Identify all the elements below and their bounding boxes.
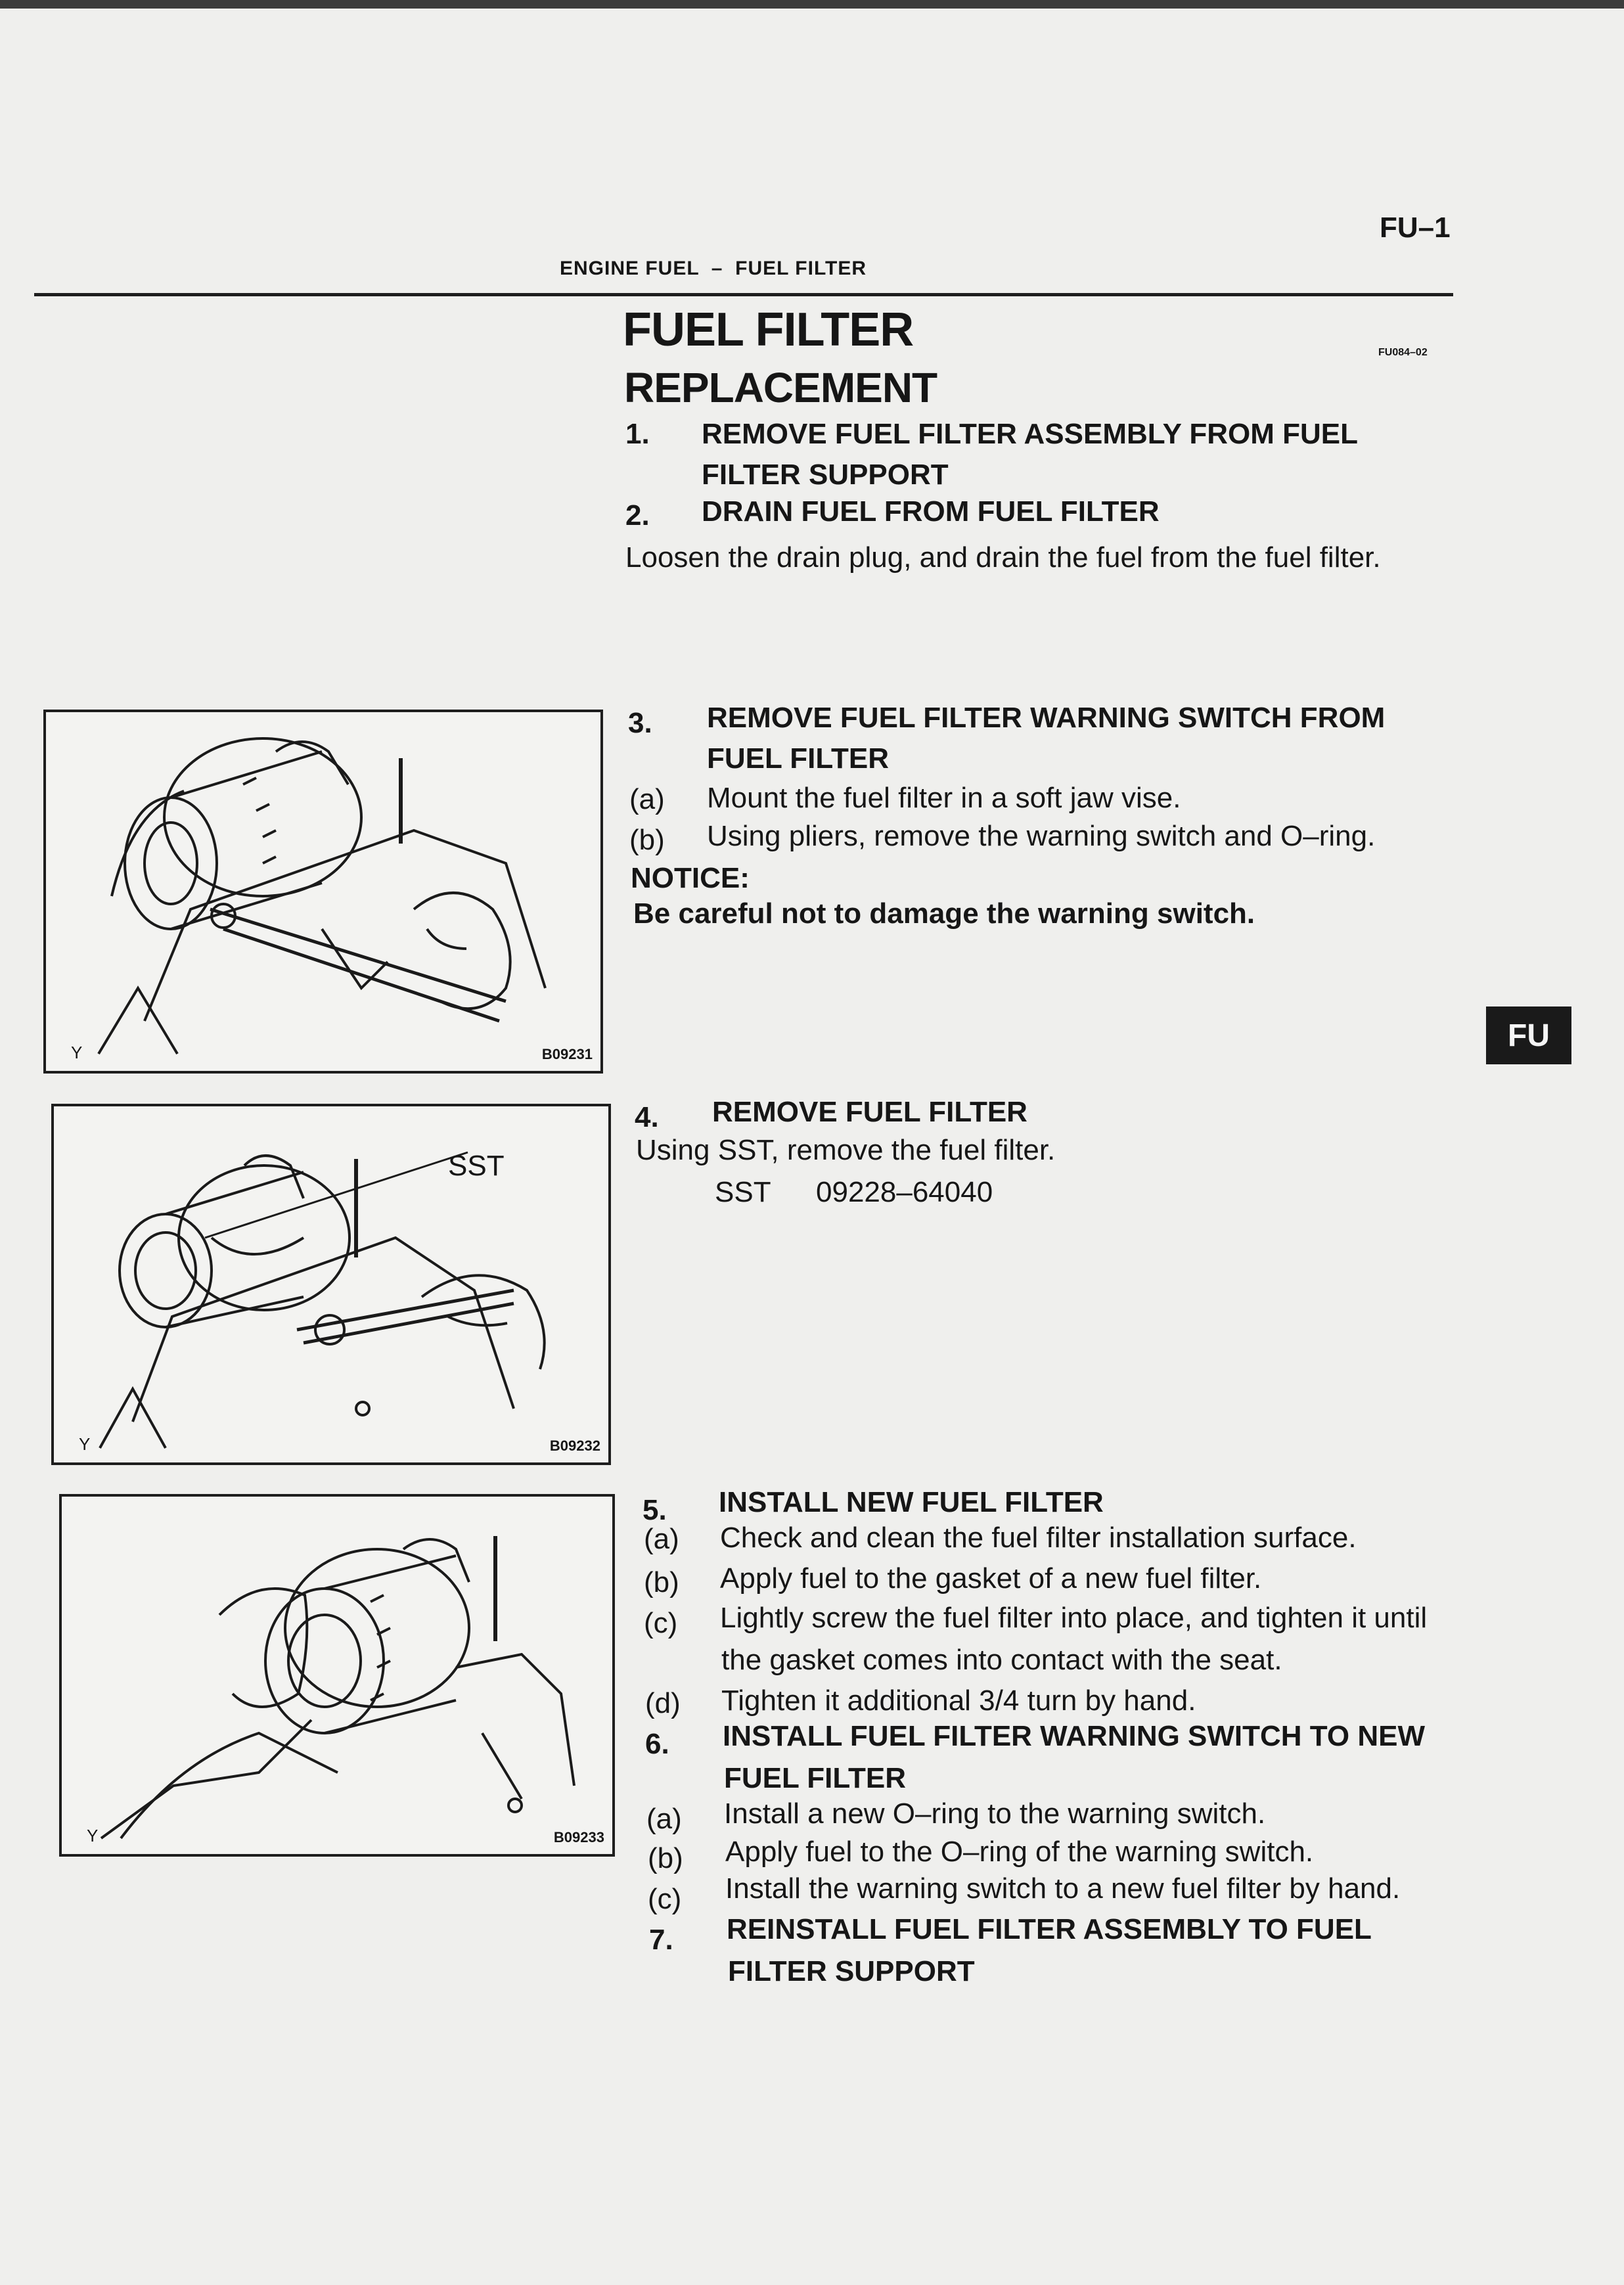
step-6c-text: Install the warning switch to a new fuel filter by hand. <box>725 1872 1401 1905</box>
step-3-notice-text: Be careful not to damage the warning switch. <box>633 897 1255 930</box>
step-1-heading-line-1: REMOVE FUEL FILTER ASSEMBLY FROM FUEL <box>702 418 1359 450</box>
figure-code: B09233 <box>553 1829 604 1845</box>
header-rule <box>34 293 1453 296</box>
figure-pliers-remove-switch <box>43 710 603 1074</box>
figure-code: B09231 <box>541 1046 593 1062</box>
figure-corner-mark: Y <box>71 1043 83 1062</box>
step-6-heading-line-2: FUEL FILTER <box>724 1762 907 1794</box>
step-4-sst-number: 09228–64040 <box>816 1176 993 1208</box>
page-title: FUEL FILTER <box>623 304 914 356</box>
step-4-text: Using SST, remove the fuel filter. <box>636 1134 1056 1166</box>
doc-code: FU084–02 <box>1378 347 1428 358</box>
figure-install-new-filter <box>59 1494 615 1857</box>
step-5a-text: Check and clean the fuel filter installation surface. <box>720 1522 1357 1554</box>
step-3b-label: (b) <box>629 824 665 856</box>
step-5c-text-line-2: the gasket comes into contact with the seat. <box>721 1644 1282 1676</box>
step-5d-label: (d) <box>645 1687 681 1719</box>
step-5d-text: Tighten it additional 3/4 turn by hand. <box>721 1685 1196 1717</box>
step-1-number: 1. <box>625 418 650 450</box>
step-7-heading-line-1: REINSTALL FUEL FILTER ASSEMBLY TO FUEL <box>727 1913 1372 1945</box>
step-6b-label: (b) <box>648 1842 683 1874</box>
figure-corner-mark: Y <box>87 1826 99 1845</box>
step-5b-label: (b) <box>644 1566 679 1598</box>
figure-sst-remove-filter <box>51 1104 611 1465</box>
step-3a-label: (a) <box>629 783 665 815</box>
step-6-heading-line-1: INSTALL FUEL FILTER WARNING SWITCH TO NEW <box>723 1720 1425 1752</box>
step-5c-label: (c) <box>644 1607 678 1639</box>
step-5c-text-line-1: Lightly screw the fuel filter into place, and tighten it until <box>720 1602 1428 1634</box>
step-5b-text: Apply fuel to the gasket of a new fuel filter. <box>720 1562 1262 1595</box>
section-tab: FU <box>1486 1007 1571 1064</box>
step-4-sst-label: SST <box>715 1176 771 1208</box>
step-6a-text: Install a new O–ring to the warning switch. <box>724 1798 1266 1830</box>
step-4-number: 4. <box>635 1101 659 1133</box>
step-6-number: 6. <box>645 1728 669 1760</box>
figure-corner-mark: Y <box>79 1434 91 1454</box>
step-6b-text: Apply fuel to the O–ring of the warning switch. <box>725 1836 1314 1868</box>
step-5-heading: INSTALL NEW FUEL FILTER <box>719 1486 1104 1518</box>
step-6c-label: (c) <box>648 1883 682 1915</box>
step-3-heading-line-1: REMOVE FUEL FILTER WARNING SWITCH FROM <box>707 702 1386 734</box>
page-subtitle: REPLACEMENT <box>624 364 937 411</box>
running-head: ENGINE FUEL – FUEL FILTER <box>560 258 867 279</box>
fuel-filter-sst-wrench-illustration <box>54 1106 611 1465</box>
step-6a-label: (a) <box>646 1803 682 1835</box>
step-5a-label: (a) <box>644 1523 679 1555</box>
step-4-heading: REMOVE FUEL FILTER <box>712 1096 1027 1128</box>
step-3-heading-line-2: FUEL FILTER <box>707 742 890 775</box>
step-3a-text: Mount the fuel filter in a soft jaw vise. <box>707 782 1181 814</box>
step-7-heading-line-2: FILTER SUPPORT <box>728 1955 975 1987</box>
step-1-heading-line-2: FILTER SUPPORT <box>702 459 949 491</box>
page-number: FU–1 <box>1380 212 1451 244</box>
fuel-filter-pliers-illustration <box>46 712 603 1074</box>
step-3-number: 3. <box>628 707 652 739</box>
step-3-notice-label: NOTICE: <box>631 862 750 894</box>
step-5-number: 5. <box>643 1494 667 1526</box>
step-7-number: 7. <box>649 1924 673 1956</box>
step-2-heading: DRAIN FUEL FROM FUEL FILTER <box>702 495 1160 528</box>
scan-top-edge <box>0 0 1624 9</box>
figure-sst-label: SST <box>448 1150 505 1182</box>
step-2-number: 2. <box>625 499 650 532</box>
fuel-filter-hand-install-illustration <box>62 1497 615 1857</box>
step-2-text: Loosen the drain plug, and drain the fuel from the fuel filter. <box>625 541 1381 574</box>
step-3b-text: Using pliers, remove the warning switch and O–ring. <box>707 820 1376 852</box>
figure-code: B09232 <box>549 1437 600 1454</box>
